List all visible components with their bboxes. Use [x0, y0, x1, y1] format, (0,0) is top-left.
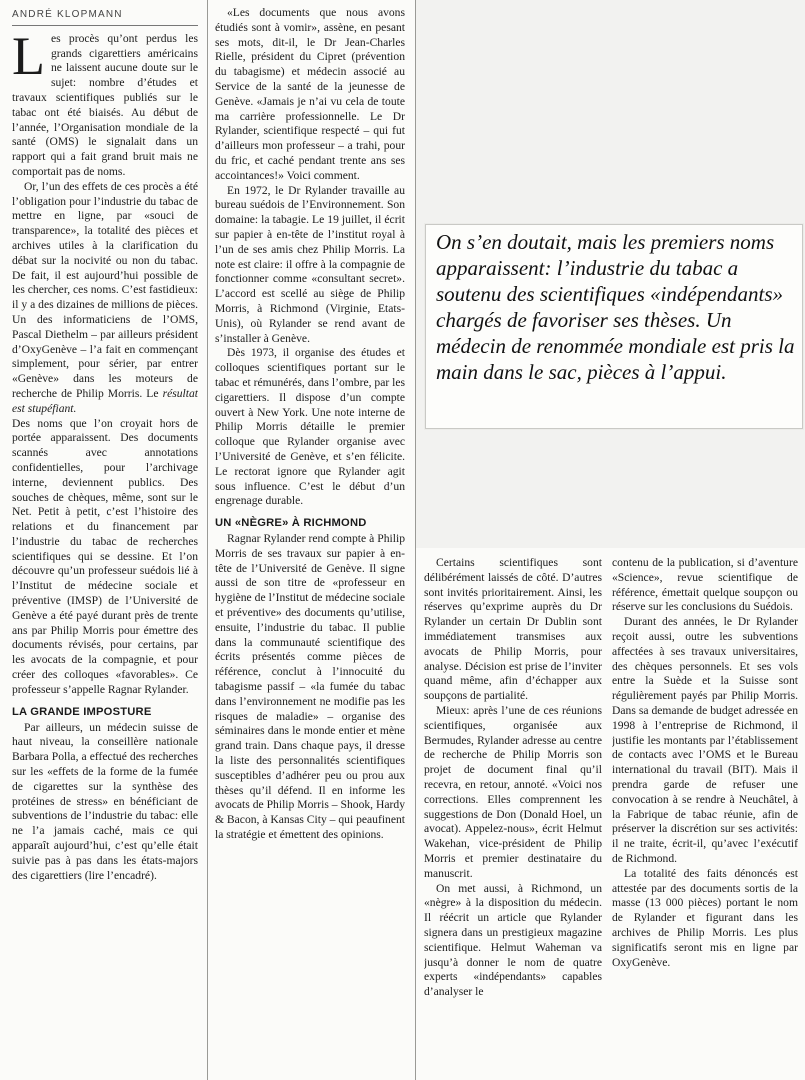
paragraph: Ragnar Rylander rend compte à Philip Morris de ses travaux sur papier à en-tête de l’Université de Genève. Il signe aussi de son titre de «professeur en hygiène de l’Institut de médecine sociale et préventive» des documents qu’utilise, ensuite, l’industrie du tabac. Il publie dans la communauté scientifique des écrits présentés comme pièces de référence, conclut à l’innocuité du tabagisme passif – «la fumée du tabac dans l’environnement ne modifie pas les risques de maladie» – organise des séminaires dans le monde entier et mène grand train. Dans chaque pays, il dresse la liste des personnalités scientifiques susceptibles d’adhérer peu ou prou aux thèses qu’il défend. Il en informe les avocats de Philip Morris – Shook, Hardy & Bacon, à Kansas City – qui peaufinent la stratégie et émettent des opinions. — [215, 532, 405, 842]
paragraph: On met aussi, à Richmond, un «nègre» à la disposition du médecin. Il réécrit un article que Rylander signera dans un prestigieux magazine scientifique. Helmut Waheman va jusqu’à donner le nom de quatre experts «indépendants» capables d’analyser le — [424, 881, 602, 999]
lead-quote-box — [425, 224, 803, 429]
paragraph-text: es procès qu’ont perdus les grands cigarettiers américains ne laissent aucune doute sur le sujet: nombre d’études et travaux scientifiques publiés sur le tabac ont été biaisés. Au début de l’année, l’Organisation mondiale de la santé (OMS) le signalait dans un rapport qui a fait grand bruit mais ne comportait pas de noms. — [12, 31, 198, 178]
paragraph: Des noms que l’on croyait hors de portée apparaissent. Des documents scannés avec annotations confidentielles, pour l’archivage interne, deviennent publics. Des souches de chèques, même, sont sur le Net. Petit à petit, c’est l’histoire des relations et du financement par l’industrie du tabac de recherches scientifiques qui se dessine. Et l’on découvre qu’un professeur suédois lié à l’Institut de médecine sociale et préventive (IMSP) de l’Université de Genève a été payé durant près de trente ans par Philip Morris pour émettre des documents révisés, pour certains, par les avocats de la compagnie, et pour créer des colloques «favorables». Ce professeur s’appelle Ragnar Rylander. — [12, 416, 198, 696]
paragraph — [12, 180, 198, 417]
paragraph: «Les documents que nous avons étudiés sont à vomir», assène, en pesant ses mots, dit-il, le Dr Jean-Charles Rielle, président du Cipret (prévention du tabagisme) et médecin associé au Service de la santé de la jeunesse de Genève. «Jamais je n’ai vu cela de toute ma carrière professionnelle. Le Dr Rylander, scientifique respecté – qui fut d’ailleurs mon professeur – a trahi, pour du fric, et caché pendant trente ans ses accointances!» Voici comment. — [215, 6, 405, 182]
subheading: UN «NÈGRE» À RICHMOND — [215, 517, 367, 530]
column-rule — [207, 0, 208, 1080]
paragraph: Dès 1973, il organise des études et colloques scientifiques portant sur le tabac et rémunérés, dans l’ombre, par les cigarettiers. Il dispose d’un compte ouvert à New York. Une note interne de Philip Morris détaille le premier colloque que Rylander organise avec l’Université de Genève, et s’en félicite. Le rectorat ignore que Rylander agit sous influence. C’est le début d’un engrenage durable. — [215, 346, 405, 508]
paragraph: Par ailleurs, un médecin suisse de haut niveau, la conseillère nationale Barbara Polla, a effectué des recherches sur les «effets de la forme de la fumée de cigarettes sur la synthèse des protéines de stress» en bénéficiant de subventions de l’industrie du tabac: elle ne l’a jamais caché, mais ce qui apparaît aujourd’hui, c’est qu’elle était suivie pas à pas dans les états-majors des cigarettiers (lire l’encadré). — [12, 720, 198, 882]
paragraph: Durant des années, le Dr Rylander reçoit aussi, outre les subventions affectées à ses travaux universitaires, des chèques personnels. Et ses vols entre la Suède et la Suisse sont régulièrement payés par Philip Morris. Dans sa demande de budget adressée en 1998 à l’entreprise de Richmond, il justifie les montants par l’établissement de contacts avec l’OMS et le Bureau international du travail (BIT). Mais il prendra garde de refuser une convocation à se rendre à Neuchâtel, à la Fabrique de tabac réunie, afin de préserver la discrétion sur ses activités: il ne traite, écrit-il, qu’avec l’exécutif de Richmond. — [612, 615, 798, 865]
paragraph: contenu de la publication, si d’aventure «Science», revue scientifique de référence, émettait quelque soupçon ou réserve sur les conclusions du Suédois. — [612, 556, 798, 614]
paragraph: La totalité des faits dénoncés est attestée par des documents sortis de la masse (13 000 pièces) portant le nom de Rylander et figurant dans les archives de Philip Morris. Les plus significatifs seront mis en ligne par OxyGenève. — [612, 866, 798, 969]
article-column-4 — [612, 556, 798, 1076]
paragraph: Mieux: après l’une de ces réunions scientifiques, organisée aux Bermudes, Rylander adresse au centre de recherche de Philip Morris son projet de document final qu’il recevra, en retour, annoté. «Voici nos corrections. Elles comprennent les suggestions de Don (Donald Hoel, un avocat). Appelez-nous», écrit Helmut Wakehan, vice-président de Philip Morris et premier destinataire du manuscrit. — [424, 703, 602, 880]
byline: ANDRÉ KLOPMANN — [12, 8, 198, 26]
paragraph: Certains scientifiques sont délibérément laissés de côté. D’autres sont invités prioritairement. Ainsi, les réserves qu’exprime auprès du Dr Rylander un certain Dr Dublin sont immédiatement transmises aux avocats de Philip Morris, pour analyse. Décision est prise de l’inviter quand même, afin d’échapper aux soupçons de partialité. — [424, 556, 602, 703]
subheading: LA GRANDE IMPOSTURE — [12, 705, 152, 718]
column-rule — [415, 0, 416, 1080]
paragraph — [12, 25, 198, 180]
paragraph-text: Or, l’un des effets de ces procès a été l’obligation pour l’industrie du tabac de mettre en ligne, par «souci de transparence», la totalité des pièces et archives utiles à la clarification du débat sur la nocivité ou non du tabac. De fait, il est aujourd’hui possible de les chercher, ces noms. C’est fastidieux: il y a des dizaines de millions de pièces. Un des informaticiens de l’OMS, Pascal Diethelm – par ailleurs président d’OxyGenève – l’a fait en commençant simplement, pour sérier, par entrer «Genève» dans les moteurs de recherche de Philip Morris. Le — [12, 179, 198, 400]
paragraph: En 1972, le Dr Rylander travaille au bureau suédois de l’Environnement. Son domaine: la tabagie. Le 19 juillet, il écrit sur papier à en-tête de l’institut royal à l’un de ses amis chez Philip Morris. La note est claire: il offre à la compagnie de fonctionner comme «consultant secret». L’accord est scellé au siège de Philip Morris, à Richmond (Virginie, Etats-Unis), où Rylander se rend avant de s’installer à Genève. — [215, 183, 405, 345]
drop-cap: L — [12, 25, 45, 86]
lead-text: On s’en doutait, mais les premiers noms apparaissent: l’industrie du tabac a soutenu des scientifiques «indépendants» chargés de favoriser ses thèses. Un médecin de renommée mondiale est pris la main dans le sac, pièces à l’appui. — [436, 230, 795, 384]
article-column-2 — [215, 6, 405, 1076]
italic-text: résultat est stupéfiant. — [12, 386, 198, 415]
article-column-1 — [12, 8, 198, 1076]
article-column-3 — [424, 556, 602, 1076]
